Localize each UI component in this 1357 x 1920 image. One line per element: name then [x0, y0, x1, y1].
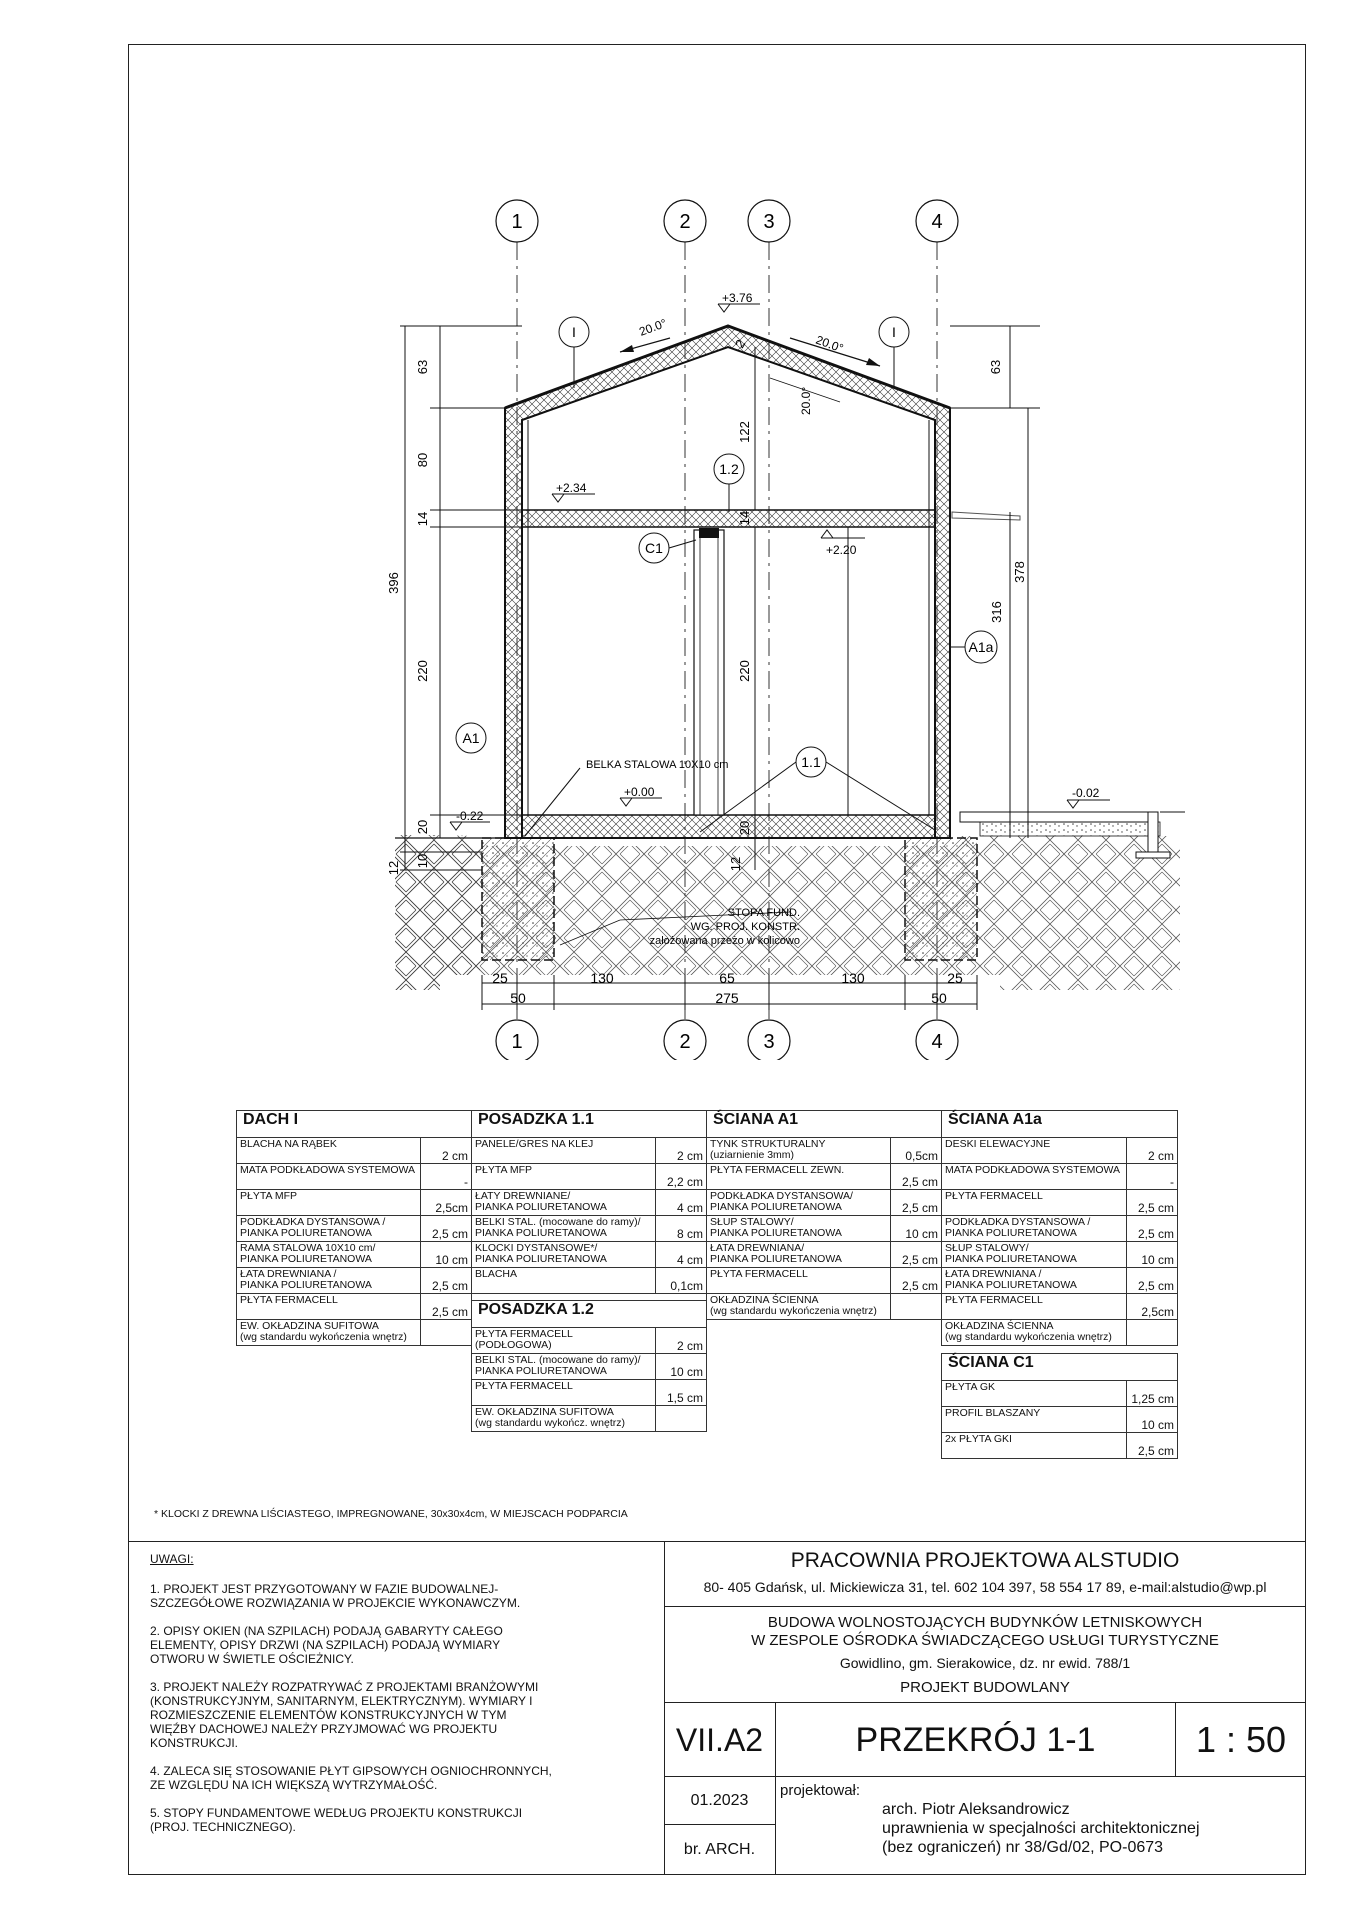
layer-name: EW. OKŁADZINA SUFITOWA (wg standardu wykończ. wnętrz): [472, 1406, 656, 1432]
sheet-number: VII.A2: [664, 1703, 776, 1777]
layer-thickness: 2,5 cm: [891, 1242, 942, 1268]
layer-row: [472, 1380, 707, 1406]
layer-name: EW. OKŁADZINA SUFITOWA (wg standardu wykończenia wnętrz): [237, 1320, 421, 1346]
axis-2-top: 2: [679, 211, 691, 233]
tag-a1a: A1a: [968, 639, 994, 655]
layer-name: PŁYTA FERMACELL: [942, 1190, 1127, 1216]
layer-thickness: 4 cm: [656, 1190, 707, 1216]
layer-row: [942, 1138, 1178, 1164]
layer-thickness: 2,2 cm: [656, 1164, 707, 1190]
layer-thickness: [1127, 1320, 1178, 1346]
dim-left-80: 80: [415, 452, 430, 468]
layer-name: PANELE/GRES NA KLEJ: [472, 1138, 656, 1164]
layer-table-sciana-a1a: [941, 1110, 1178, 1346]
slope-right: 20.0°: [813, 332, 846, 356]
layer-thickness: 2 cm: [421, 1138, 472, 1164]
project-line-1: BUDOWA WOLNOSTOJĄCYCH BUDYNKÓW LETNISKOWYCH: [767, 1614, 1203, 1631]
tag-a1: A1: [462, 730, 480, 746]
project-location: Gowidlino, gm. Sierakowice, dz. nr ewid. 788/1: [839, 1655, 1131, 1671]
tag-c1: C1: [645, 540, 663, 556]
layer-thickness: 0,1cm: [656, 1268, 707, 1294]
footing-note-2: WG. PROJ. KONSTR.: [690, 921, 800, 933]
dim-left-values: [386, 360, 430, 875]
dim-left-lines: [400, 326, 522, 870]
layer-thickness: 2,5 cm: [1127, 1433, 1178, 1459]
axis-3-top: 3: [763, 211, 775, 233]
layer-row: [472, 1328, 707, 1354]
dim-center-14: 14: [737, 510, 752, 526]
layer-thickness: 10 cm: [1127, 1407, 1178, 1433]
layer-thickness: 2 cm: [656, 1328, 707, 1354]
layer-thickness: 10 cm: [656, 1354, 707, 1380]
layer-thickness: [421, 1320, 472, 1346]
dim-left-12: 12: [386, 860, 401, 876]
dim-left-20: 20: [415, 819, 430, 835]
dim-left-63: 63: [415, 359, 430, 375]
layer-name: KLOCKI DYSTANSOWE*/ PIANKA POLIURETANOWA: [472, 1242, 656, 1268]
dim-left-14: 14: [415, 511, 430, 527]
footing-left: [482, 838, 554, 960]
layer-row: [707, 1294, 942, 1320]
remark-5: 5. STOPY FUNDAMENTOWE WEDŁUG PROJEKTU KONSTRUKCJI (PROJ. TECHNICZNEGO).: [150, 1806, 523, 1834]
layer-thickness: 2,5 cm: [421, 1268, 472, 1294]
layer-name: PŁYTA FERMACELL (PODŁOGOWA): [472, 1328, 656, 1354]
layer-row: [707, 1216, 942, 1242]
layer-name: DESKI ELEWACYJNE: [942, 1138, 1127, 1164]
slope-inner: 20.0°: [799, 386, 813, 415]
layer-row: [707, 1190, 942, 1216]
axis-1-top: 1: [511, 211, 523, 233]
layer-thickness: 2 cm: [656, 1138, 707, 1164]
layer-thickness: 2,5 cm: [891, 1268, 942, 1294]
axis-1-bottom: 1: [511, 1031, 523, 1053]
layer-thickness: 2,5cm: [1127, 1294, 1178, 1320]
axis-3-bottom: 3: [763, 1031, 775, 1053]
layer-name: ŁATA DREWNIANA/ PIANKA POLIURETANOWA: [707, 1242, 891, 1268]
layer-name: OKŁADZINA ŚCIENNA (wg standardu wykończenia wnętrz): [942, 1320, 1127, 1346]
layer-thickness: 2,5 cm: [421, 1294, 472, 1320]
layer-thickness: 10 cm: [421, 1242, 472, 1268]
footing-note-1: STOPA FUND.: [727, 907, 800, 919]
layer-thickness: 0,5cm: [891, 1138, 942, 1164]
dim-bottom-130b: 130: [841, 970, 865, 986]
dim-bottom-275: 275: [715, 990, 739, 1006]
building-section: [395, 326, 1185, 858]
sheet-title: PRZEKRÓJ 1-1: [776, 1703, 1176, 1777]
level-ground-right: -0.02: [1072, 786, 1100, 800]
designer-info: [882, 1800, 1200, 1857]
dim-center-20: 20: [737, 820, 752, 836]
layer-row: [707, 1268, 942, 1294]
project-line-2: W ZESPOLE OŚRODKA ŚWIADCZĄCEGO USŁUGI TURYSTYCZNE: [751, 1632, 1219, 1649]
dim-bottom-130a: 130: [590, 970, 614, 986]
layer-thickness: 2,5 cm: [421, 1216, 472, 1242]
layer-table-sciana-a1: [706, 1110, 942, 1320]
roof-tag-right: I: [892, 324, 896, 340]
layer-thickness: -: [1127, 1164, 1178, 1190]
layer-row: [472, 1268, 707, 1294]
layer-row: [942, 1320, 1178, 1346]
layer-row: [237, 1294, 472, 1320]
remarks: [150, 1552, 630, 1848]
layer-thickness: 2,5 cm: [1127, 1268, 1178, 1294]
dim-left-396: 396: [386, 572, 401, 594]
layer-thickness: 10 cm: [891, 1216, 942, 1242]
layer-row: [237, 1216, 472, 1242]
layer-thickness: 8 cm: [656, 1216, 707, 1242]
layer-name: ŁATA DREWNIANA / PIANKA POLIURETANOWA: [942, 1268, 1127, 1294]
layer-name: ŁATY DREWNIANE/ PIANKA POLIURETANOWA: [472, 1190, 656, 1216]
layer-thickness: [891, 1294, 942, 1320]
layer-table-title: ŚCIANA A1: [707, 1111, 942, 1138]
dim-center-values: [728, 337, 752, 871]
sheet-branch: br. ARCH.: [664, 1825, 776, 1875]
tag-1-1: 1.1: [801, 754, 821, 770]
dim-center-122: 122: [737, 421, 752, 443]
studio-name: PRACOWNIA PROJEKTOWA ALSTUDIO: [790, 1549, 1180, 1572]
layer-name: PODKŁADKA DYSTANSOWA/ PIANKA POLIURETANOWA: [707, 1190, 891, 1216]
layer-name: PODKŁADKA DYSTANSOWA / PIANKA POLIURETANOWA: [237, 1216, 421, 1242]
layer-row: [942, 1433, 1178, 1459]
axis-2-bottom: 2: [679, 1031, 691, 1053]
layer-row: [237, 1164, 472, 1190]
designer-number: (bez ograniczeń) nr 38/Gd/02, PO-0673: [882, 1839, 1164, 1856]
layer-name: BELKI STAL. (mocowane do ramy)/ PIANKA POLIURETANOWA: [472, 1216, 656, 1242]
dim-bottom-50b: 50: [931, 990, 947, 1006]
layer-table-title: ŚCIANA C1: [942, 1354, 1178, 1381]
dim-left-10: 10: [415, 853, 430, 869]
layer-name: SŁUP STALOWY/ PIANKA POLIURETANOWA: [707, 1216, 891, 1242]
layer-thickness: 2 cm: [1127, 1138, 1178, 1164]
layer-row: [942, 1294, 1178, 1320]
slope-left: 20.0°: [637, 316, 669, 339]
layer-row: [707, 1242, 942, 1268]
dim-right-values: [988, 360, 1027, 623]
layer-thickness: 4 cm: [656, 1242, 707, 1268]
studio-address: 80- 405 Gdańsk, ul. Mickiewicza 31, tel. 602 104 397, 58 554 17 89, e-mail:alstudio@wp.pl: [703, 1579, 1267, 1595]
layer-row: [942, 1242, 1178, 1268]
remark-3: 3. PROJEKT NALEŻY ROZPATRYWAĆ Z PROJEKTAMI BRANŻOWYMI (KONSTRUKCYJNYM, SANITARNYM, ELEKTRYCZNYM). WYMIARY I ROZMIESZCZENIE ELEMENTÓW KONSTRUKCYJNYCH W TYM WIĘŹBY DACHOWEJ NALEŻY PRZYJMOWAĆ WG PROJEKTU KONSTRUKCJI.: [150, 1680, 539, 1750]
layer-thickness: 1,25 cm: [1127, 1381, 1178, 1407]
dim-center-220: 220: [737, 660, 752, 682]
layer-name: TYNK STRUKTURALNY (uziarnienie 3mm): [707, 1138, 891, 1164]
sheet-scale: 1 : 50: [1176, 1703, 1306, 1777]
layer-table-title: ŚCIANA A1a: [942, 1111, 1178, 1138]
layer-name: SŁUP STALOWY/ PIANKA POLIURETANOWA: [942, 1242, 1127, 1268]
layer-row: [707, 1164, 942, 1190]
layer-row: [942, 1190, 1178, 1216]
remarks-title: UWAGI:: [150, 1552, 194, 1566]
designed-label: projektował:: [780, 1782, 861, 1799]
layer-name: MATA PODKŁADOWA SYSTEMOWA: [237, 1164, 421, 1190]
dim-bottom-50a: 50: [510, 990, 526, 1006]
beam-note-text: BELKA STALOWA 10X10 cm: [586, 759, 729, 771]
layer-row: [237, 1190, 472, 1216]
layer-table-title: POSADZKA 1.2: [472, 1301, 707, 1328]
project-box: [664, 1607, 1306, 1703]
dim-right-378: 378: [1012, 561, 1027, 583]
layer-name: ŁATA DREWNIANA / PIANKA POLIURETANOWA: [237, 1268, 421, 1294]
footing-right: [905, 838, 977, 960]
layer-table-sciana-c1: [941, 1353, 1178, 1459]
level-floor: +0.00: [624, 785, 655, 799]
level-marks: [450, 291, 1110, 830]
dim-bottom-25a: 25: [492, 970, 508, 986]
layer-name: MATA PODKŁADOWA SYSTEMOWA: [942, 1164, 1127, 1190]
layer-thickness: 2,5cm: [421, 1190, 472, 1216]
layer-name: RAMA STALOWA 10X10 cm/ PIANKA POLIURETANOWA: [237, 1242, 421, 1268]
layer-row: [237, 1268, 472, 1294]
layer-thickness: 2,5 cm: [1127, 1216, 1178, 1242]
layer-name: PŁYTA FERMACELL: [237, 1294, 421, 1320]
layer-thickness: 1,5 cm: [656, 1380, 707, 1406]
level-ridge: +3.76: [722, 291, 753, 305]
layer-name: PŁYTA FERMACELL: [942, 1294, 1127, 1320]
layer-row: [237, 1320, 472, 1346]
dim-small-2: 2: [731, 336, 749, 351]
layer-row: [237, 1138, 472, 1164]
axis-4-bottom: 4: [931, 1031, 943, 1053]
layer-name: PŁYTA GK: [942, 1381, 1127, 1407]
footnote: * KLOCKI Z DREWNA LIŚCIASTEGO, IMPREGNOWANE, 30x30x4cm, W MIEJSCACH PODPARCIA: [154, 1508, 628, 1520]
layer-table-title: POSADZKA 1.1: [472, 1111, 707, 1138]
remark-2: 2. OPISY OKIEN (NA SZPILACH) PODAJĄ GABARYTY CAŁEGO ELEMENTY, OPISY DRZWI (NA SZPILACH) PODAJĄ WYMIARY OTWORU W ŚWIETLE OŚCIEŻNICY.: [150, 1624, 503, 1666]
dim-center-12: 12: [728, 856, 743, 872]
layer-name: PŁYTA FERMACELL ZEWN.: [707, 1164, 891, 1190]
axis-4-top: 4: [931, 211, 943, 233]
layer-name: PROFIL BLASZANY: [942, 1407, 1127, 1433]
footing-note-3: założowana przeżo w kolicowo: [649, 935, 800, 947]
layer-thickness: 2,5 cm: [1127, 1190, 1178, 1216]
layer-name: BLACHA: [472, 1268, 656, 1294]
layer-row: [942, 1268, 1178, 1294]
layer-table-posadzka-12: [471, 1300, 707, 1432]
remark-4: 4. ZALECA SIĘ STOSOWANIE PŁYT GIPSOWYCH OGNIOCHRONNYCH, ZE WZGLĘDU NA ICH WIĘKSZĄ WYTRZYMAŁOŚĆ.: [150, 1764, 552, 1792]
dim-bottom-25b: 25: [947, 970, 963, 986]
layer-row: [472, 1138, 707, 1164]
tag-1-2: 1.2: [719, 461, 739, 477]
layer-name: PŁYTA FERMACELL: [472, 1380, 656, 1406]
dim-left-220: 220: [415, 660, 430, 682]
layer-name: 2x PŁYTA GKI: [942, 1433, 1127, 1459]
studio-box: [664, 1541, 1306, 1607]
designer-name: arch. Piotr Aleksandrowicz: [882, 1801, 1070, 1818]
level-ceiling: +2.34: [556, 481, 587, 495]
layer-name: OKŁADZINA ŚCIENNA (wg standardu wykończenia wnętrz): [707, 1294, 891, 1320]
layer-row: [472, 1190, 707, 1216]
layer-row: [942, 1381, 1178, 1407]
layer-thickness: [656, 1406, 707, 1432]
axis-bubbles-top: [496, 200, 958, 242]
layer-name: PŁYTA MFP: [472, 1164, 656, 1190]
layer-name: BELKI STAL. (mocowane do ramy)/ PIANKA POLIURETANOWA: [472, 1354, 656, 1380]
roof-tag-left: I: [572, 324, 576, 340]
layer-row: [942, 1216, 1178, 1242]
level-beam: +2.20: [826, 543, 857, 557]
sheet-date: 01.2023: [664, 1777, 776, 1825]
layer-name: PŁYTA MFP: [237, 1190, 421, 1216]
layer-name: PODKŁADKA DYSTANSOWA / PIANKA POLIURETANOWA: [942, 1216, 1127, 1242]
layer-name: PŁYTA FERMACELL: [707, 1268, 891, 1294]
layer-table-dach: [236, 1110, 472, 1346]
layer-table-title: DACH I: [237, 1111, 472, 1138]
layer-thickness: 2,5 cm: [891, 1190, 942, 1216]
layer-thickness: -: [421, 1164, 472, 1190]
layer-thickness: 10 cm: [1127, 1242, 1178, 1268]
remark-1: 1. PROJEKT JEST PRZYGOTOWANY W FAZIE BUDOWALNEJ- SZCZEGÓŁOWE ROZWIĄZANIA W PROJEKCIE WYKONAWCZYM.: [150, 1582, 521, 1610]
layer-row: [942, 1164, 1178, 1190]
axis-bubbles-bottom: [496, 1020, 958, 1060]
dim-right-316: 316: [989, 601, 1004, 623]
project-phase: PROJEKT BUDOWLANY: [900, 1679, 1070, 1696]
layer-row: [472, 1242, 707, 1268]
layer-row: [472, 1406, 707, 1432]
layer-row: [707, 1138, 942, 1164]
level-ground-left: -0.22: [456, 809, 484, 823]
layer-row: [237, 1242, 472, 1268]
layer-name: BLACHA NA RĄBEK: [237, 1138, 421, 1164]
layer-row: [472, 1164, 707, 1190]
layer-row: [472, 1354, 707, 1380]
designer-license: uprawnienia w specjalności architektonicznej: [882, 1820, 1200, 1837]
layer-row: [472, 1216, 707, 1242]
layer-table-posadzka-11: [471, 1110, 707, 1294]
layer-thickness: 2,5 cm: [891, 1164, 942, 1190]
dim-right-63: 63: [988, 359, 1003, 375]
layer-row: [942, 1407, 1178, 1433]
dim-bottom-65: 65: [719, 970, 735, 986]
